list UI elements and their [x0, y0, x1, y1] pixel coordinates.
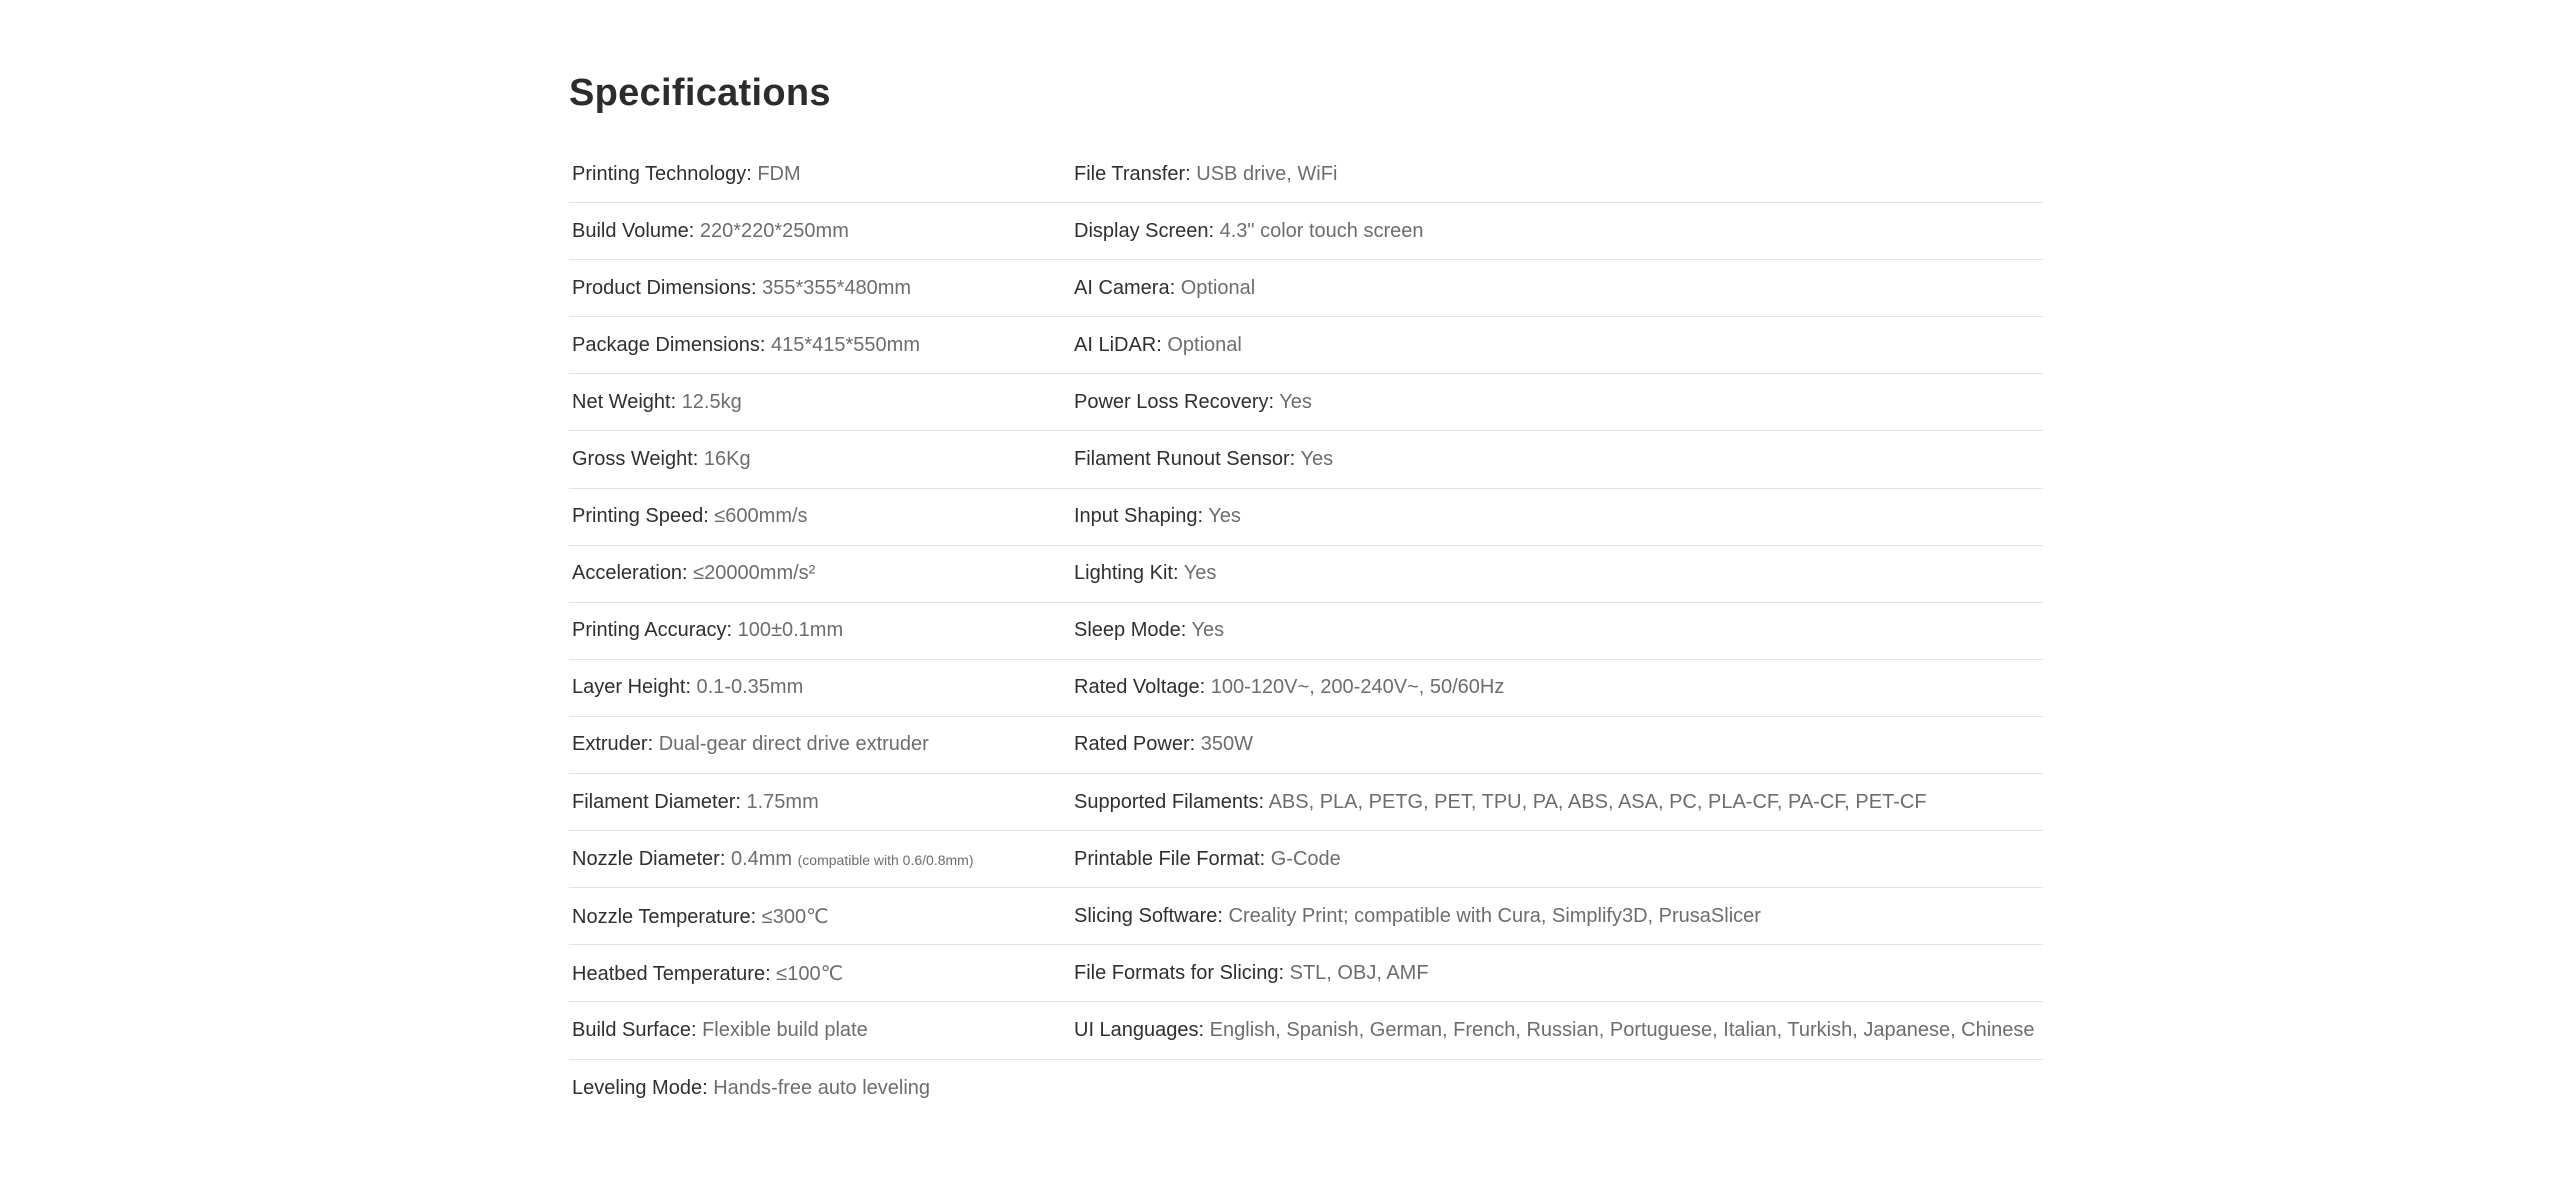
spec-row [569, 489, 2043, 546]
spec-value: 0.4mm [730, 847, 793, 870]
spec-cell-left [569, 1077, 1074, 1100]
spec-label: Nozzle Temperature: [572, 905, 757, 928]
spec-value: 0.1-0.35mm [696, 676, 804, 699]
spec-label: Nozzle Diameter: [572, 847, 726, 870]
spec-row [569, 945, 2043, 1002]
spec-label: Filament Diameter: [572, 790, 741, 813]
spec-label: Build Volume: [572, 219, 695, 242]
section-title: Specifications [569, 72, 831, 114]
spec-value: Yes [1279, 390, 1312, 413]
spec-label: Gross Weight: [572, 448, 699, 471]
spec-label: Display Screen: [1074, 219, 1215, 242]
spec-label: Printing Technology: [572, 162, 752, 185]
spec-label: Product Dimensions: [572, 276, 757, 299]
spec-row [569, 603, 2043, 660]
spec-table [569, 146, 2043, 1117]
spec-row [569, 831, 2043, 888]
spec-label: Filament Runout Sensor: [1074, 448, 1296, 471]
spec-note: (compatible with 0.6/0.8mm) [797, 851, 974, 868]
spec-cell-right [1074, 791, 2043, 814]
spec-cell-right [1074, 277, 2043, 300]
spec-row [569, 660, 2043, 717]
spec-label: Net Weight: [572, 390, 677, 413]
spec-cell-left [569, 619, 1074, 642]
spec-cell-right [1074, 220, 2043, 243]
spec-row [569, 888, 2043, 945]
spec-value: 1.75mm [746, 790, 819, 813]
spec-cell-left [569, 334, 1074, 357]
spec-value: G-Code [1270, 847, 1341, 870]
spec-cell-left [569, 791, 1074, 814]
spec-value: Hands-free auto leveling [713, 1076, 931, 1099]
spec-row [569, 717, 2043, 774]
spec-value: USB drive, WiFi [1196, 162, 1338, 185]
spec-value: FDM [757, 162, 801, 185]
spec-cell-left [569, 562, 1074, 585]
spec-value: ABS, PLA, PETG, PET, TPU, PA, ABS, ASA, PC, PLA-CF, PA-CF, PET-CF [1268, 790, 1927, 813]
spec-cell-left [569, 676, 1074, 699]
spec-value: Yes [1300, 448, 1334, 471]
spec-cell-right [1074, 905, 2043, 928]
spec-value: 100-120V~, 200-240V~, 50/60Hz [1210, 676, 1505, 699]
spec-cell-right [1074, 163, 2043, 186]
spec-value: Creality Print; compatible with Cura, Simplify3D, PrusaSlicer [1228, 904, 1761, 927]
spec-value: STL, OBJ, AMF [1289, 961, 1429, 984]
spec-value: 355*355*480mm [762, 276, 912, 299]
spec-label: Printing Accuracy: [572, 619, 733, 642]
spec-value: ≤300℃ [761, 905, 829, 928]
spec-value: 220*220*250mm [699, 219, 849, 242]
spec-value: Yes [1208, 505, 1241, 528]
spec-row [569, 431, 2043, 488]
spec-value: 12.5kg [681, 390, 742, 413]
spec-row [569, 546, 2043, 603]
spec-label: Build Surface: [572, 1018, 697, 1041]
spec-value: Dual-gear direct drive extruder [658, 733, 929, 756]
spec-cell-left [569, 848, 1074, 871]
spec-value: 350W [1200, 733, 1253, 756]
spec-value: Yes [1183, 562, 1217, 585]
spec-row [569, 317, 2043, 374]
spec-cell-right [1074, 676, 2043, 699]
spec-cell-left [569, 391, 1074, 414]
spec-cell-left [569, 505, 1074, 528]
spec-label: Printing Speed: [572, 505, 709, 528]
spec-cell-right [1074, 391, 2043, 414]
spec-cell-right [1074, 334, 2043, 357]
spec-cell-left [569, 904, 1074, 929]
spec-value: ≤100℃ [776, 962, 844, 985]
spec-row [569, 260, 2043, 317]
spec-label: Package Dimensions: [572, 333, 766, 356]
spec-label: File Transfer: [1074, 162, 1191, 185]
spec-label: Input Shaping: [1074, 505, 1203, 528]
spec-label: UI Languages: [1074, 1018, 1205, 1041]
spec-cell-right [1074, 505, 2043, 528]
spec-label: File Formats for Slicing: [1074, 961, 1285, 984]
spec-label: Lighting Kit: [1074, 562, 1179, 585]
spec-label: Sleep Mode: [1074, 619, 1187, 642]
spec-cell-right [1074, 733, 2043, 756]
spec-label: Layer Height: [572, 676, 691, 699]
spec-cell-right [1074, 848, 2043, 871]
spec-label: Rated Power: [1074, 733, 1196, 756]
spec-label: Rated Voltage: [1074, 676, 1206, 699]
spec-cell-right [1074, 1019, 2043, 1042]
spec-label: AI LiDAR: [1074, 333, 1162, 356]
spec-label: Leveling Mode: [572, 1076, 708, 1099]
spec-row [569, 203, 2043, 260]
spec-cell-left [569, 733, 1074, 756]
spec-row [569, 146, 2043, 203]
spec-label: AI Camera: [1074, 276, 1176, 299]
spec-row [569, 1060, 2043, 1117]
spec-label: Extruder: [572, 733, 654, 756]
spec-cell-right [1074, 562, 2043, 585]
spec-value: Yes [1191, 619, 1225, 642]
spec-value: ≤20000mm/s² [693, 562, 816, 585]
spec-value: ≤600mm/s [714, 505, 808, 528]
spec-label: Acceleration: [572, 562, 688, 585]
spec-label: Power Loss Recovery: [1074, 390, 1275, 413]
spec-value: Flexible build plate [702, 1018, 868, 1041]
spec-cell-left [569, 1019, 1074, 1042]
spec-cell-left [569, 961, 1074, 986]
spec-value: 415*415*550mm [771, 333, 920, 356]
spec-value: Optional [1180, 276, 1256, 299]
spec-cell-left [569, 220, 1074, 243]
spec-label: Heatbed Temperature: [572, 962, 771, 985]
spec-cell-right [1074, 448, 2043, 471]
spec-cell-right [1074, 619, 2043, 642]
spec-value: 16Kg [703, 448, 751, 471]
spec-row [569, 1002, 2043, 1059]
spec-cell-left [569, 277, 1074, 300]
spec-value: 4.3" color touch screen [1219, 219, 1424, 242]
spec-cell-right [1074, 962, 2043, 985]
spec-row [569, 774, 2043, 831]
spec-value: English, Spanish, German, French, Russian, Portuguese, Italian, Turkish, Japanese, Chinese [1209, 1018, 2035, 1041]
spec-cell-left [569, 448, 1074, 471]
spec-value: Optional [1167, 333, 1242, 356]
spec-cell-left [569, 163, 1074, 186]
spec-label: Slicing Software: [1074, 904, 1223, 927]
spec-label: Supported Filaments: [1074, 790, 1265, 813]
spec-value: 100±0.1mm [737, 619, 844, 642]
spec-label: Printable File Format: [1074, 847, 1266, 870]
spec-row [569, 374, 2043, 431]
